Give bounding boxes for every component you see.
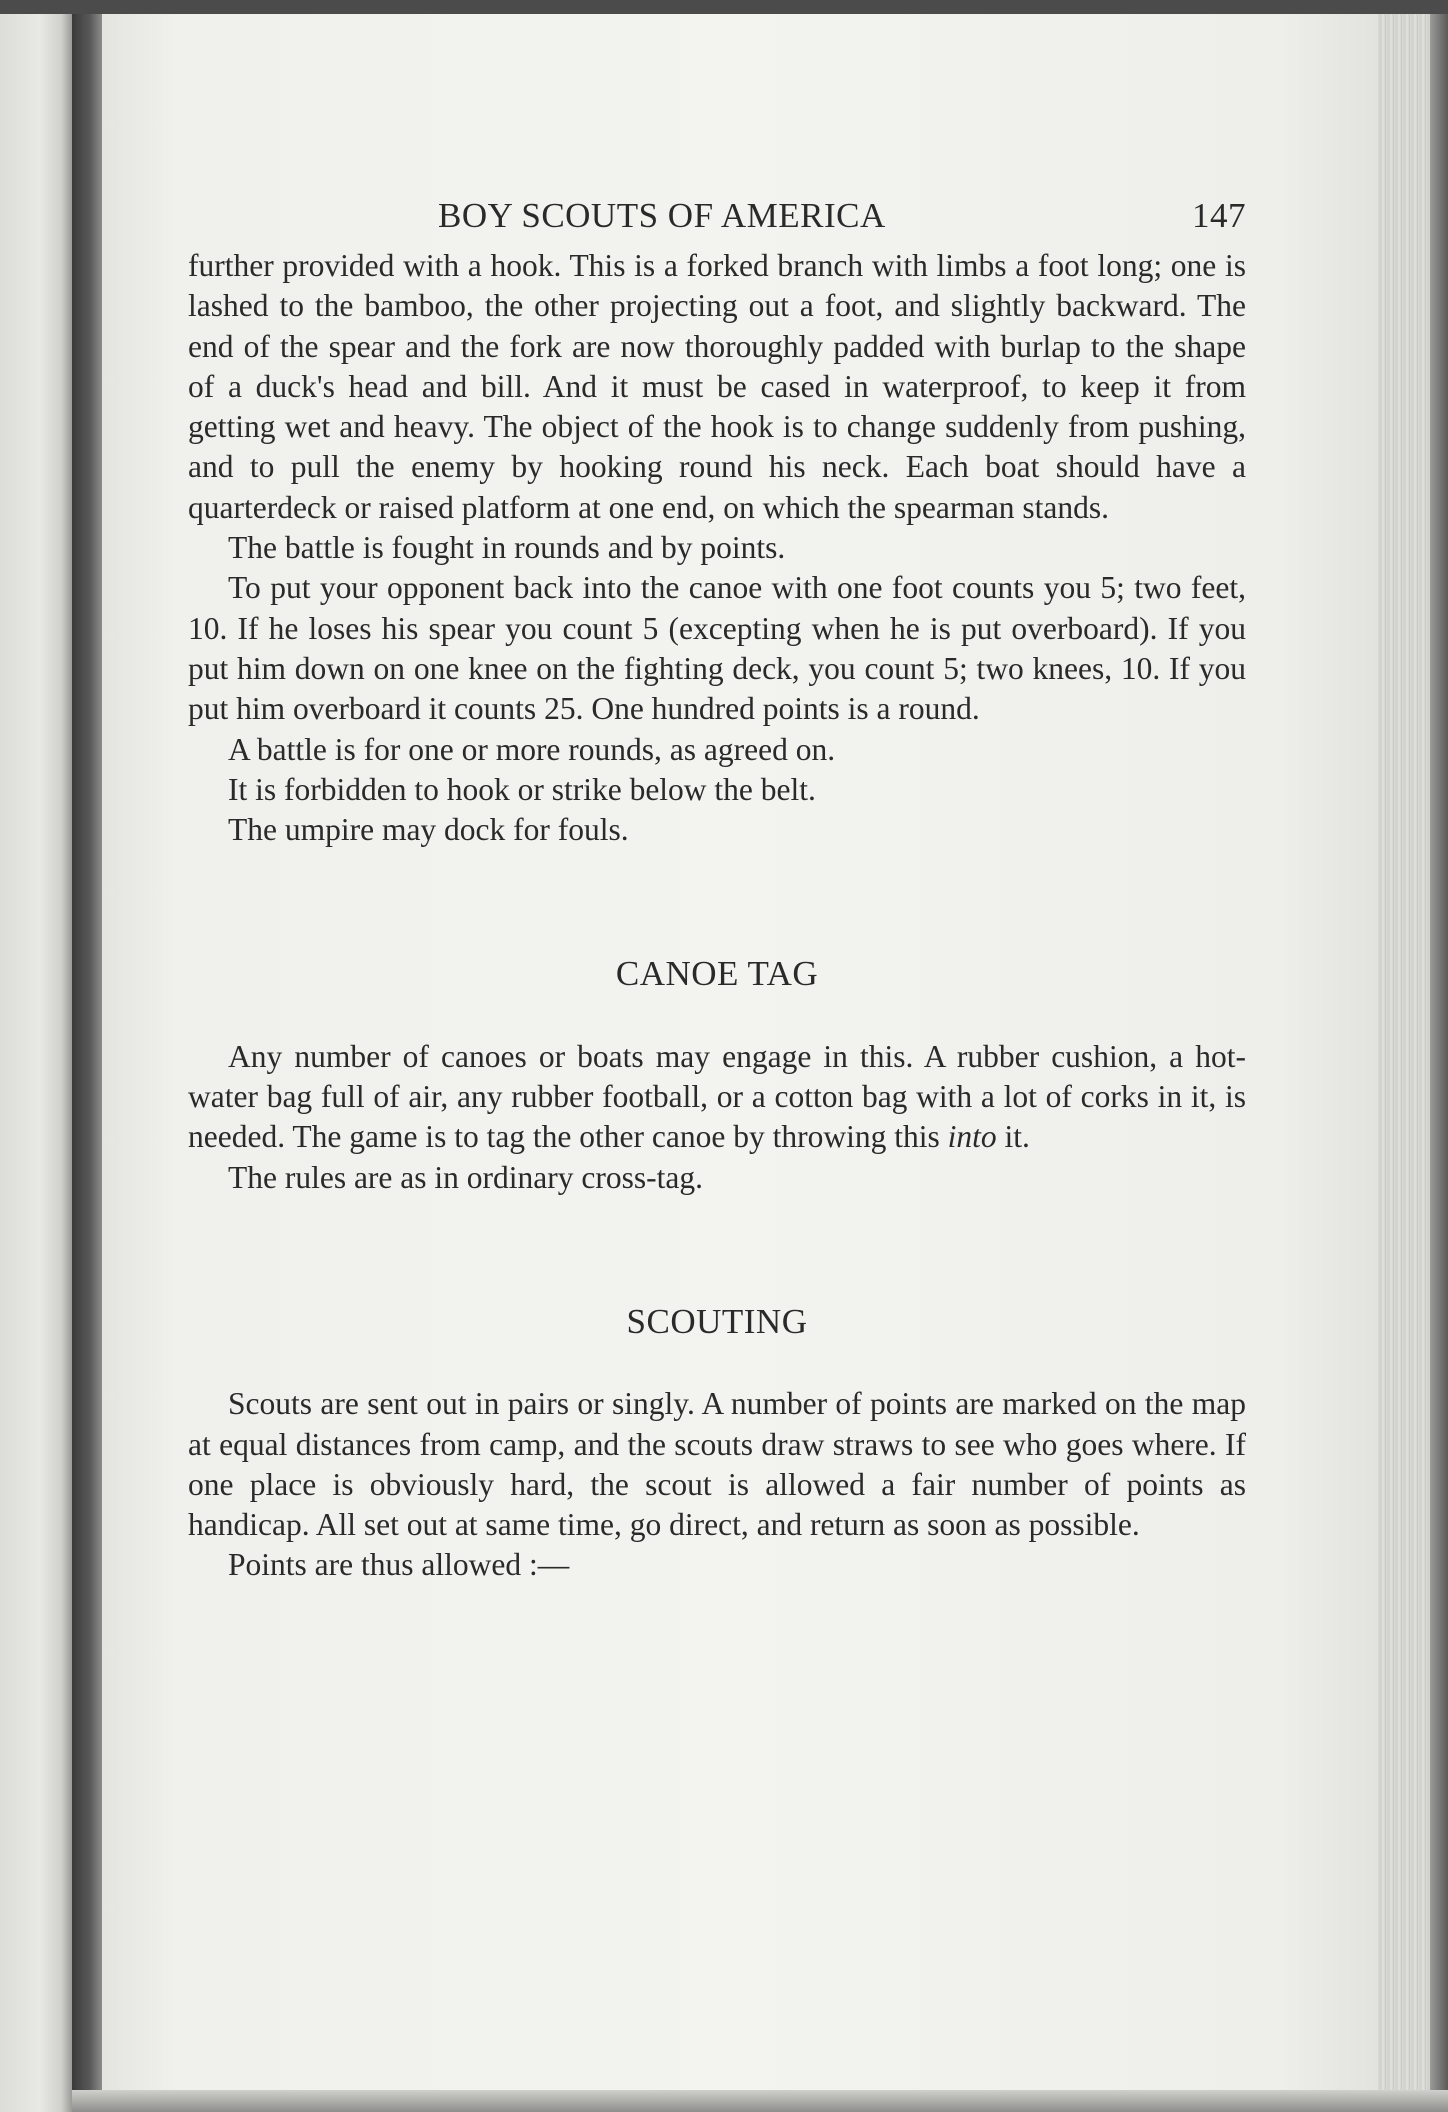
section-heading-canoe-tag: CANOE TAG (615, 954, 819, 994)
section-heading-scouting: SCOUTING (626, 1301, 808, 1341)
italic-word: into (947, 1119, 997, 1155)
text-run: Any number of canoes or boats may engage in this. A rubber cushion, a hot-water bag full of air, any rubber football, or a cotton bag with a lot of corks in it, is needed. The game is to tag the other canoe by throwing this (188, 1038, 1246, 1155)
paragraph: A battle is for one or more rounds, as agreed on. (228, 731, 836, 767)
paragraph: The umpire may dock for fouls. (228, 812, 629, 848)
text-run: it. (996, 1119, 1030, 1155)
page-number: 147 (1192, 196, 1246, 235)
running-title: BOY SCOUTS OF AMERICA (438, 196, 886, 235)
paragraph: Scouts are sent out in pairs or singly. A number of points are marked on the map at equal distances from camp, and the scouts draw straws to see who goes where. If one place is obviously hard, the scout is allowed a fair number of points as handicap. All set out at same time, go direct, and return as soon as possible. (188, 1386, 1246, 1543)
paragraph: It is forbidden to hook or strike below the belt. (228, 771, 816, 807)
running-head (188, 186, 1246, 246)
scan-top-edge (0, 0, 1448, 14)
paragraph: further provided with a hook. This is a forked branch with limbs a foot long; one is lashed to the bamboo, the other projecting out a foot, and slightly backward. The end of the spear and the fork are now thoroughly padded with burlap to the shape of a duck's head and bill. And it must be cased in waterproof, to keep it from getting wet and heavy. The object of the hook is to change suddenly from pushing, and to pull the enemy by hooking round his neck. Each boat should have a quarterdeck or raised platform at one end, on which the spearman stands. (188, 248, 1246, 525)
paragraph: The rules are as in ordinary cross-tag. (228, 1159, 703, 1195)
paragraph: The battle is fought in rounds and by points. (228, 530, 786, 566)
page-text (188, 186, 1246, 1586)
facing-page-edge (0, 14, 72, 2112)
paragraph: To put your opponent back into the canoe with one foot counts you 5; two feet, 10. If he loses his spear you count 5 (excepting when he is put overboard). If you put him down on one knee on the fighting deck, you count 5; two knees, 10. If you put him overboard it counts 25. One hundred points is a round. (188, 570, 1246, 727)
page-stack-edge (1378, 14, 1448, 2112)
paragraph (188, 1037, 1246, 1158)
scan-bottom-edge (72, 2090, 1448, 2112)
paragraph: Points are thus allowed :— (228, 1547, 570, 1583)
book-gutter (72, 14, 102, 2112)
